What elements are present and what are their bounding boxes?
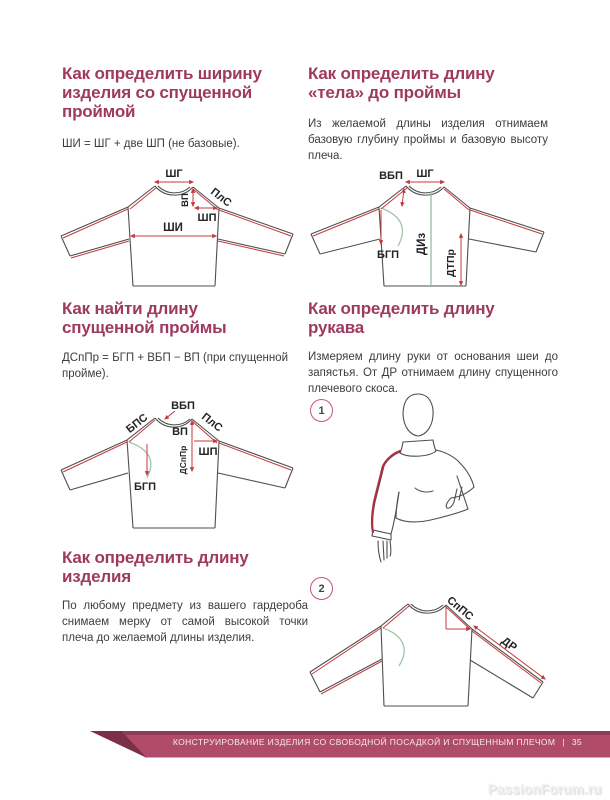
footer-caption [150, 737, 605, 747]
label-shp: ШП [198, 446, 218, 458]
green-armhole-curve [381, 208, 402, 246]
label-vbp: ВБП [171, 400, 195, 412]
label-shg: ШГ [165, 168, 183, 180]
label-shp: ШП [197, 212, 217, 224]
heading-width: Как определить ширину изделия со спущенной проймой [62, 64, 262, 122]
label-dr: ДР [498, 635, 519, 655]
heading-item-length: Как определить длину изделия [62, 548, 249, 587]
label-bps: БПС [124, 411, 151, 436]
heading-armhole-length: Как найти длину спущенной проймы [62, 299, 227, 338]
figure-person-sketch [345, 390, 550, 568]
label-pls: ПлС [208, 185, 234, 210]
green-armhole-curve [129, 442, 151, 478]
label-vbp: ВБП [379, 170, 403, 182]
sweater-outline [310, 604, 543, 706]
text-body-length: Из желаемой длины изделия отнимаем базовую глубину проймы и базовую высоту плеча. [308, 118, 548, 163]
diagram-armhole-length [55, 396, 300, 541]
heading-sleeve-length: Как определить длину рукава [308, 299, 495, 338]
diagram-sleeve-length [300, 584, 558, 724]
person-outline [372, 394, 474, 562]
watermark: PassionForum.ru [487, 782, 602, 797]
diagram-body-length [303, 166, 555, 294]
label-dsppr: ДСпПр [178, 445, 188, 475]
label-bgp: БГП [376, 249, 400, 261]
label-spps: СпПС [444, 594, 476, 624]
footer-separator: | [562, 737, 565, 747]
label-bgp: БГП [133, 481, 157, 493]
label-dtpr: ДТПр [445, 249, 457, 277]
red-overlay-lines [63, 411, 291, 475]
text-sleeve-length: Измеряем длину руки от основания шеи до запястья. От ДР отнимаем длину спущенного плечевого скоса. [308, 351, 558, 396]
label-shi: ШИ [163, 222, 183, 234]
diagram-garment-width [55, 166, 300, 294]
label-vp: ВП [180, 193, 191, 207]
footer-page-number: 35 [571, 737, 583, 747]
green-armhole-curve [383, 628, 404, 666]
text-item-length: По любому предмету из вашего гардероба снимаем мерку от самой высокой точки плеча до желаемой длины изделия. [62, 600, 308, 645]
heading-body-length: Как определить длину «тела» до проймы [308, 64, 495, 103]
figure-2-badge: 2 [310, 577, 333, 600]
footer-ribbon-top-strip [120, 731, 610, 736]
label-shg: ШГ [416, 168, 434, 180]
footer-caption-text: КОНСТРУИРОВАНИЕ ИЗДЕЛИЯ СО СВОБОДНОЙ ПОСАДКОЙ И СПУЩЕННЫМ ПЛЕЧОМ [172, 737, 556, 747]
label-diz: ДИз [416, 232, 428, 256]
label-pls: ПлС [199, 410, 225, 435]
label-vp: ВП [172, 426, 188, 438]
text-width-formula: ШИ = ШГ + две ШП (не базовые). [62, 138, 240, 150]
text-armhole-formula: ДСпПр = БГП + ВБП − ВП (при спущенной пройме). [62, 352, 289, 381]
figure-1-badge: 1 [310, 399, 333, 422]
